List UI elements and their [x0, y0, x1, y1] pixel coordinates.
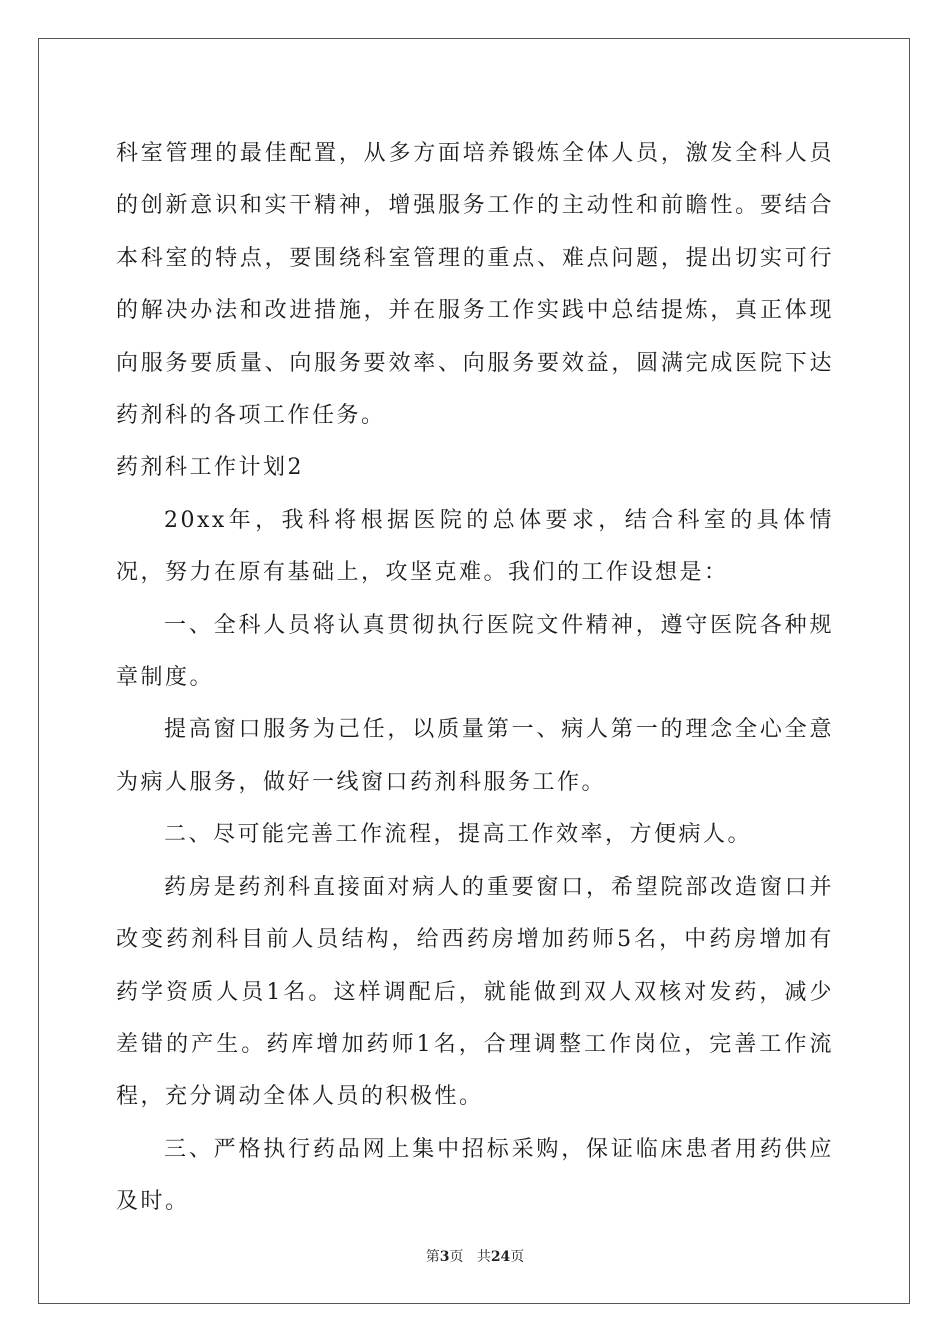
paragraph: 药房是药剂科直接面对病人的重要窗口，希望院部改造窗口并改变药剂科目前人员结构，给西药房增加药师5名，中药房增加有药学资质人员1名。这样调配后，就能做到双人双核对发药，减少差错的产生。药库增加药师1名，合理调整工作岗位，完善工作流程，充分调动全体人员的积极性。 — [116, 874, 834, 1110]
total-label-prefix: 共 — [476, 1249, 491, 1265]
document-body — [116, 128, 834, 1229]
paragraph: 二、尽可能完善工作流程，提高工作效率，方便病人。 — [164, 822, 753, 848]
page-number: 3 — [439, 1249, 450, 1265]
total-pages: 24 — [490, 1249, 511, 1265]
page-footer — [0, 1246, 950, 1266]
total-label-suffix: 页 — [510, 1249, 525, 1265]
section-heading: 药剂科工作计划2 — [116, 455, 304, 481]
paragraph: 20xx年，我科将根据医院的总体要求，结合科室的具体情况，努力在原有基础上，攻坚克难。我们的工作设想是： — [116, 507, 834, 586]
page-label-suffix: 页 — [449, 1249, 464, 1265]
paragraph: 一、全科人员将认真贯彻执行医院文件精神，遵守医院各种规章制度。 — [116, 612, 834, 691]
page-label-prefix: 第 — [425, 1249, 440, 1265]
paragraph: 提高窗口服务为己任，以质量第一、病人第一的理念全心全意为病人服务，做好一线窗口药剂科服务工作。 — [116, 717, 834, 795]
paragraph: 三、严格执行药品网上集中招标采购，保证临床患者用药供应及时。 — [116, 1136, 834, 1215]
paragraph: 科室管理的最佳配置，从多方面培养锻炼全体人员，激发全科人员的创新意识和实干精神，增强服务工作的主动性和前瞻性。要结合本科室的特点，要围绕科室管理的重点、难点问题，提出切实可行的解决办法和改进措施，并在服务工作实践中总结提炼，真正体现向服务要质量、向服务要效率、向服务要效益，圆满完成医院下达药剂科的各项工作任务。 — [116, 141, 834, 429]
